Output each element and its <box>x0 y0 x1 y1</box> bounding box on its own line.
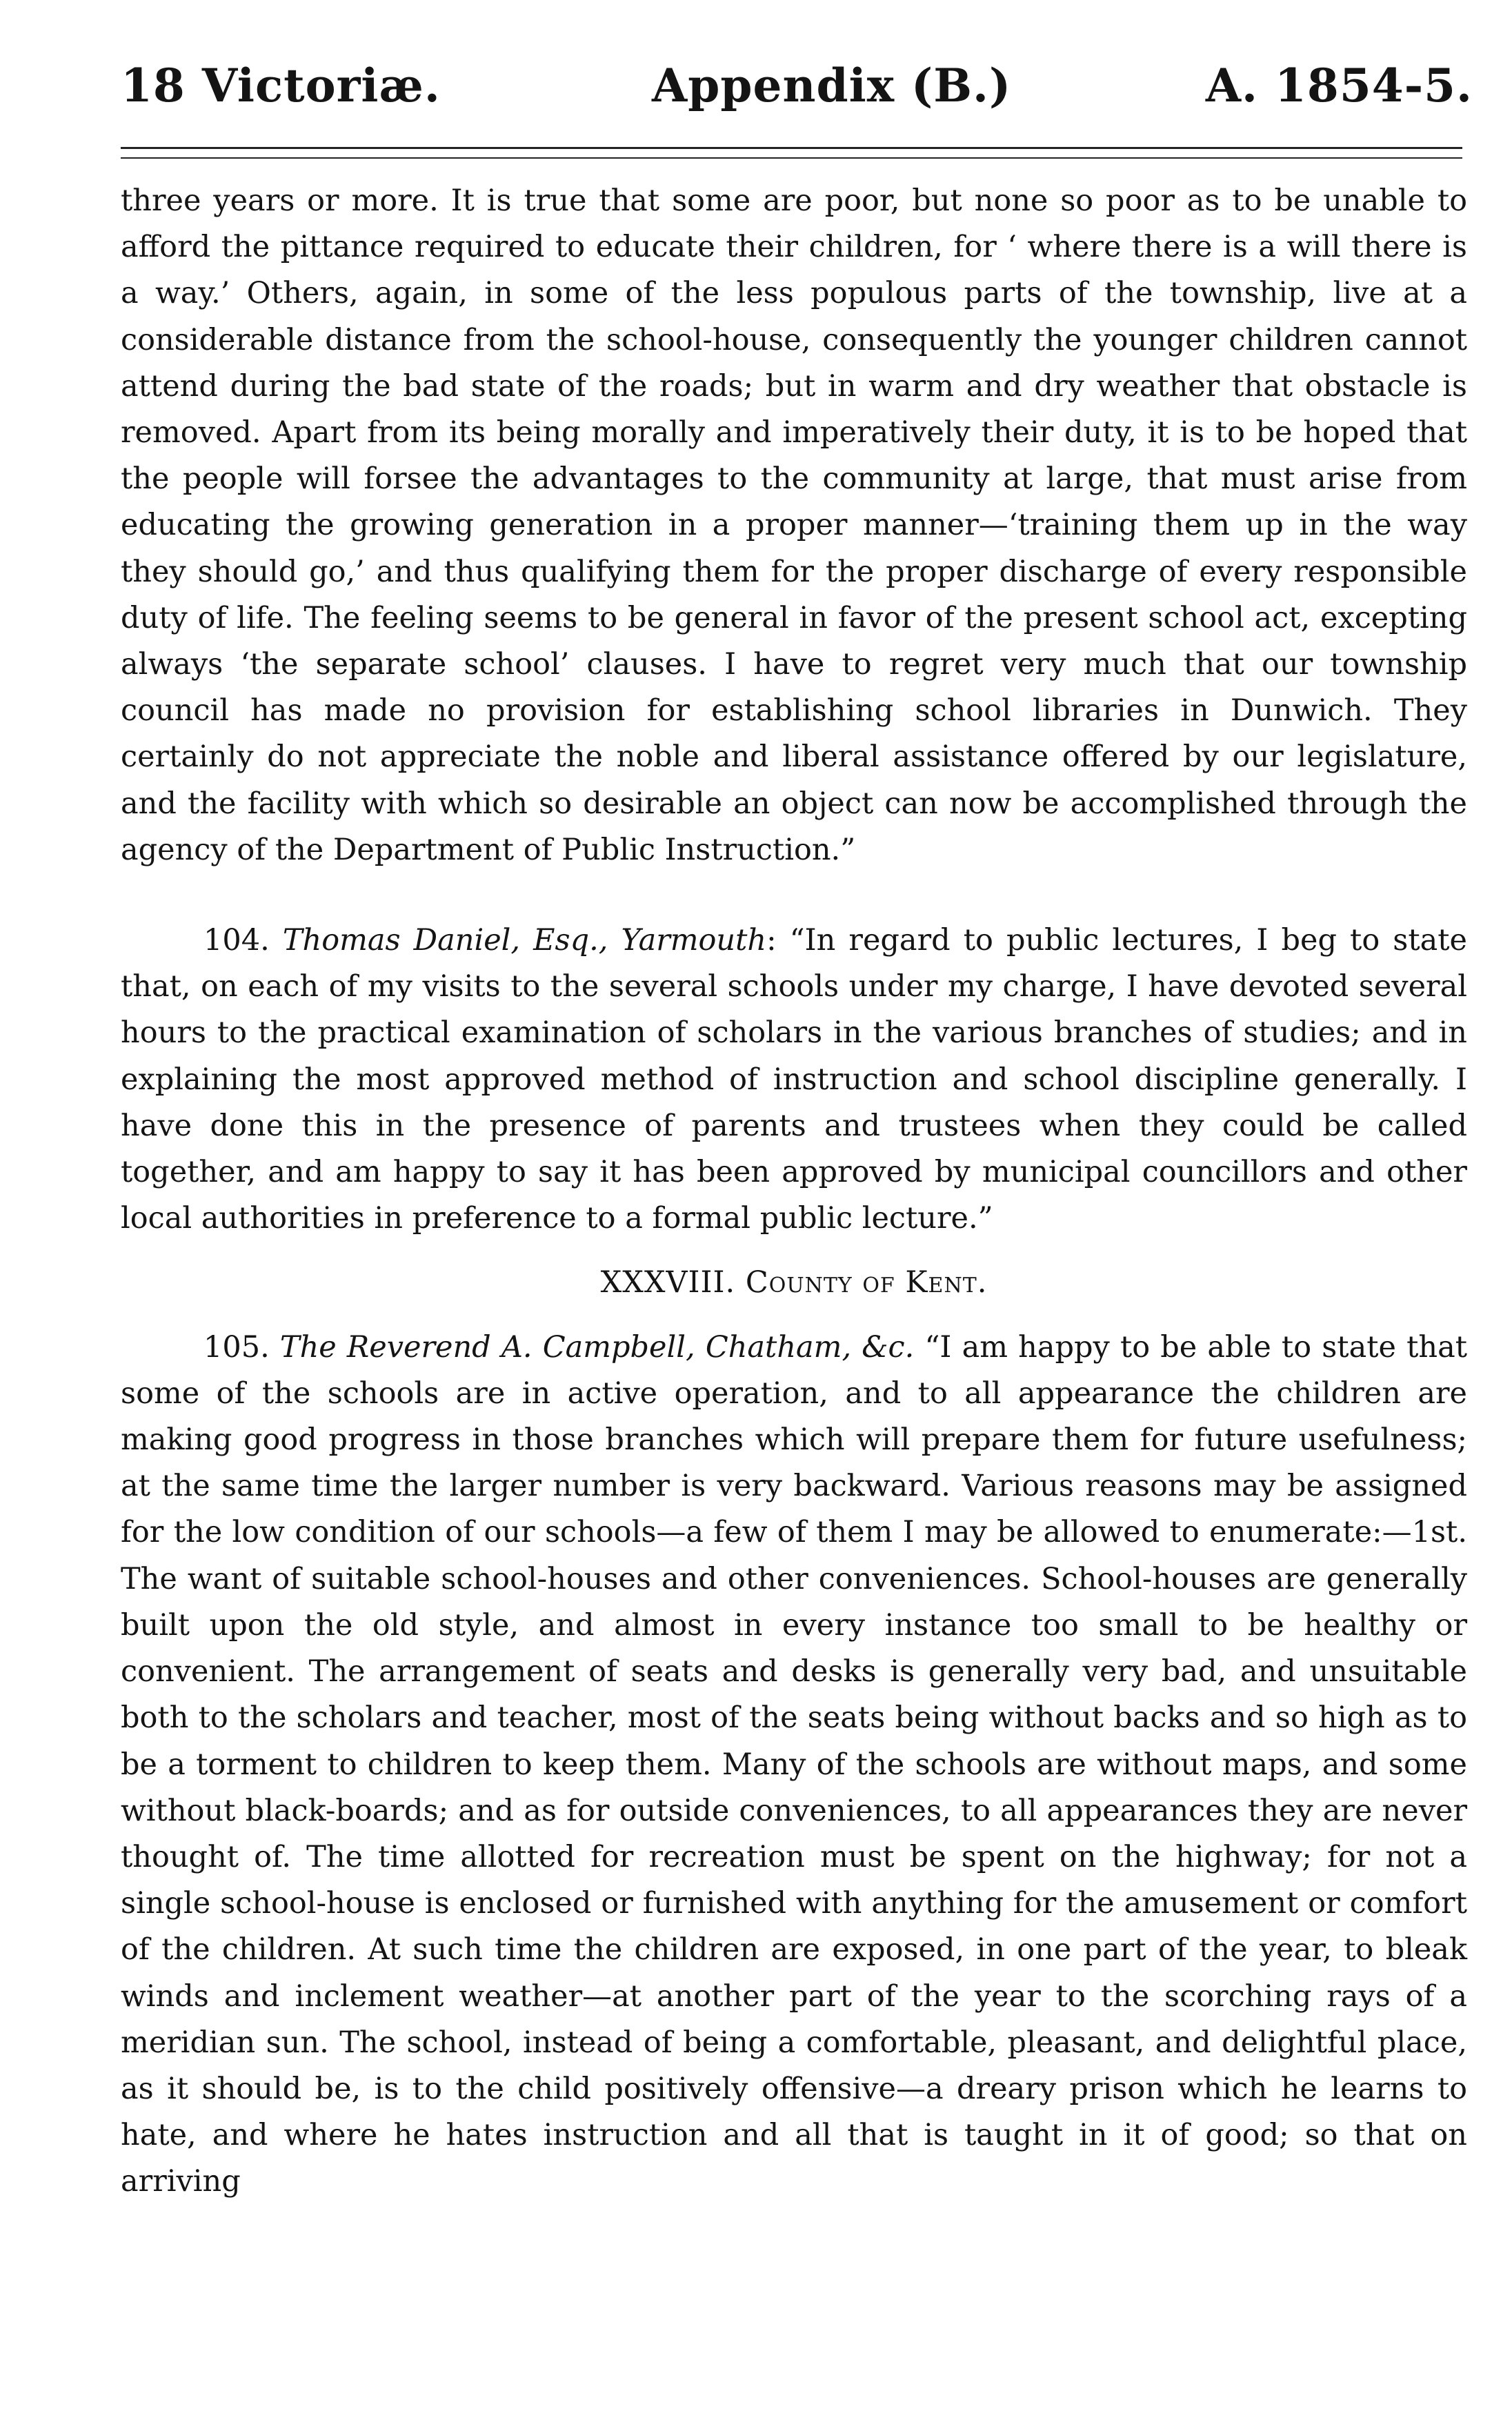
section-heading <box>121 1260 1467 1306</box>
correspondent-name: The Reverend A. Campbell, Chatham, &c. <box>279 1329 915 1365</box>
header-session: 18 Victoriæ. <box>121 59 441 112</box>
header-rule-top <box>121 147 1462 149</box>
paragraph-number: 104. <box>203 923 270 958</box>
header-appendix: Appendix (B.) <box>652 59 1012 112</box>
paragraph-continuation: three years or more. It is true that some are poor, but none so poor as to be unable to afford the pittance required to educate their children, for ‘ where there is a will there is a way.’ Others, again, in some of the less populous parts of the township, live at a considerable distance from the school-house, consequently the younger children cannot attend during the bad state of the roads; but in warm and dry weather that obstacle is removed. Apart from its being morally and imperatively their duty, it is to be hoped that the people will forsee the advantages to the community at large, that must arise from educating the growing generation in a proper manner—‘training them up in the way they should go,’ and thus qualifying them for the proper discharge of every responsible duty of life. The feeling seems to be general in favor of the present school act, excepting always ‘the separate school’ clauses. I have to regret very much that our township council has made no provision for establishing school libraries in Dunwich. They certainly do not appreciate the noble and liberal assistance offered by our legislature, and the facility with which so desirable an object can now be accomplished through the agency of the Department of Public Instruction.” <box>121 184 1467 867</box>
section-numeral: XXXVIII. <box>600 1265 736 1300</box>
header-rule-bottom <box>121 157 1462 159</box>
section-title: County of Kent. <box>745 1265 988 1300</box>
paragraph-number: 105. <box>203 1329 270 1365</box>
correspondent-name: Thomas Daniel, Esq., Yarmouth <box>282 923 767 958</box>
body-text <box>121 178 1467 2205</box>
page-header <box>121 59 1473 114</box>
paragraph-text: : “In regard to public lectures, I beg to state that, on each of my visits to the several schools under my charge, I have devoted several hours to the practical examination of scholars in the various branches of studies; and in explaining the most approved method of instruction and school discipline generally. I have done this in the presence of parents and trustees when they could be called together, and am happy to say it has been approved by municipal councillors and other local authorities in preference to a formal public lecture.” <box>121 923 1468 1236</box>
header-year: A. 1854-5. <box>1205 59 1473 112</box>
paragraph-105 <box>121 1325 1467 2205</box>
paragraph-104 <box>121 918 1467 1242</box>
paragraph-text: “I am happy to be able to state that some of the schools are in active operation, and to all appearance the children are making good progress in those branches which will prepare them for future usefulness; at the same time the larger number is very backward. Various reasons may be assigned for the low condition of our schools—a few of them I may be allowed to enumerate:—1st. The want of suitable school-houses and other conveniences. School-houses are generally built upon the old style, and almost in every instance too small to be healthy or convenient. The arrangement of seats and desks is generally very bad, and unsuitable both to the scholars and teacher, most of the seats being without backs and so high as to be a torment to children to keep them. Many of the schools are without maps, and some without black-boards; and as for outside conveniences, to all appearances they are never thought of. The time allotted for recreation must be spent on the highway; for not a single school-house is enclosed or furnished with anything for the amusement or comfort of the children. At such time the children are exposed, in one part of the year, to bleak winds and inclement weather—at another part of the year to the scorching rays of a meridian sun. The school, instead of being a comfortable, pleasant, and delightful place, as it should be, is to the child positively offensive—a dreary prison which he learns to hate, and where he hates instruction and all that is taught in it of good; so that on arriving <box>121 1329 1467 2199</box>
